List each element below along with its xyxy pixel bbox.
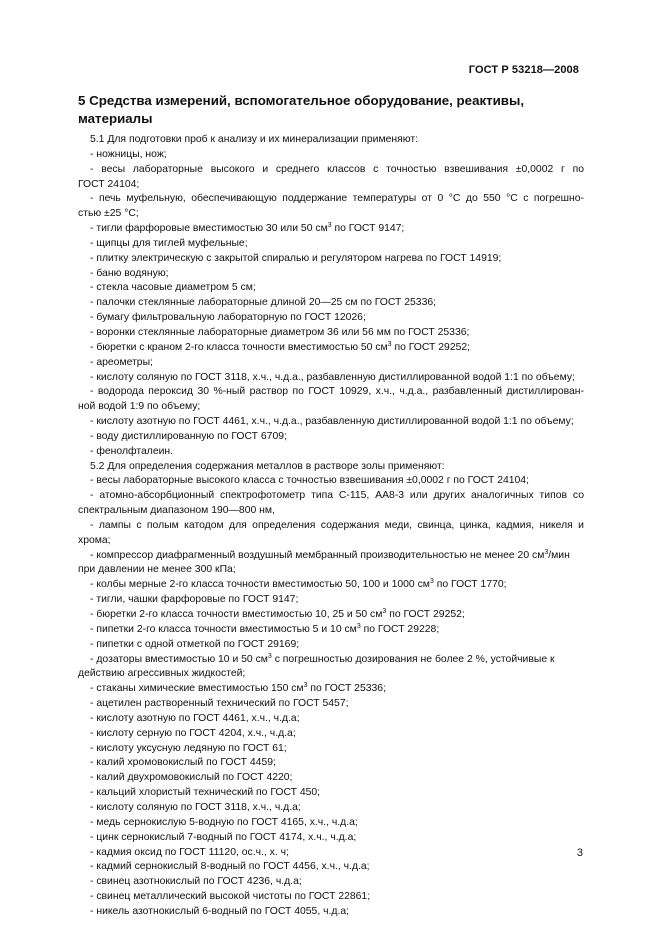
section-body (78, 133, 584, 920)
text-line (78, 371, 584, 386)
text-line (78, 415, 584, 430)
text-line (78, 593, 584, 608)
text-line (78, 786, 584, 801)
text-line-content: - никель азотнокислый 6-водный по ГОСТ 4055, ч.д.а; (90, 905, 350, 917)
text-line-content: - кислоту азотную по ГОСТ 4461, х.ч., ч.д.а; (90, 712, 300, 724)
text-line (78, 712, 584, 727)
text-line (78, 207, 584, 222)
text-line (78, 549, 584, 564)
text-line-content: 5.2 Для определения содержания металлов в растворе золы применяют: (90, 460, 445, 472)
text-line (78, 816, 584, 831)
text-line-content: - компрессор диафрагменный воздушный мембранный производительностью не менее 20 см (90, 549, 545, 561)
superscript: 3 (356, 622, 361, 630)
text-line-content: действию агрессивных жидкостей; (78, 668, 246, 680)
text-line (78, 831, 584, 846)
text-line-content: - бюретки с краном 2-го класса точности вместимостью 50 см (90, 341, 388, 353)
text-line (78, 534, 584, 549)
text-line (78, 237, 584, 252)
text-line-tail: по ГОСТ 29252; (391, 341, 471, 353)
text-line-content: - плитку электрическую с закрытой спиралью и регулятором нагрева по ГОСТ 14919; (90, 252, 502, 264)
text-line (78, 697, 584, 712)
text-line-content: - палочки стеклянные лабораторные длиной 20—25 см по ГОСТ 25336; (90, 297, 437, 309)
text-line-content: - кислоту соляную по ГОСТ 3118, х.ч., ч.д.а., разбавленную дистиллированной водой 1:1 по объему; (90, 371, 575, 383)
text-line (78, 311, 584, 326)
text-line (78, 801, 584, 816)
text-line-tail: /мин (548, 549, 570, 561)
text-line-content: - весы лабораторные высокого и среднего классов с точностью взвешивания ±0,0002 г по (90, 163, 584, 175)
text-line (78, 474, 584, 489)
text-line-tail: по ГОСТ 1770; (433, 579, 507, 591)
text-line (78, 742, 584, 757)
text-line-content: - пипетки с одной отметкой по ГОСТ 29169; (90, 638, 300, 650)
text-line (78, 563, 584, 578)
text-line (78, 727, 584, 742)
text-line-content: хрома; (78, 534, 111, 546)
text-line (78, 905, 584, 920)
text-line (78, 578, 584, 593)
superscript: 3 (327, 222, 332, 230)
text-line-content: - кислоту азотную по ГОСТ 4461, х.ч., ч.д.а., разбавленную дистиллированной водой 1:1 по объему; (90, 416, 574, 428)
text-line-content: - кальций хлористый технический по ГОСТ 450; (90, 787, 321, 799)
text-line (78, 400, 584, 415)
page-number: 3 (576, 847, 583, 859)
text-line-content: - пипетки 2-го класса точности вместимостью 5 и 10 см (90, 623, 357, 635)
text-line-content: - калий двухромовокислый по ГОСТ 4220; (90, 772, 293, 784)
text-line (78, 875, 584, 890)
text-line (78, 846, 584, 861)
text-line-content: - тигли, чашки фарфоровые по ГОСТ 9147; (90, 594, 299, 606)
text-line (78, 385, 584, 400)
text-line-content: ГОСТ 24104; (78, 178, 140, 190)
text-line (78, 296, 584, 311)
superscript: 3 (303, 682, 308, 690)
text-line-content: - весы лабораторные высокого класса с точностью взвешивания ±0,0002 г по ГОСТ 24104; (90, 475, 529, 487)
text-line (78, 430, 584, 445)
text-line-content: - кислоту соляную по ГОСТ 3118, х.ч., ч.д.а; (90, 801, 301, 813)
text-line-content: - кадмия оксид по ГОСТ 11120, ос.ч., х. ч; (90, 846, 289, 858)
text-line (78, 504, 584, 519)
text-line-content: - стаканы химические вместимостью 150 см (90, 683, 304, 695)
text-line-content: стью ±25 °С; (78, 208, 139, 220)
text-line (78, 148, 584, 163)
text-line-content: - ареометры; (90, 356, 153, 368)
text-line-content: 5.1 Для подготовки проб к анализу и их минерализации применяют: (90, 134, 418, 145)
text-line-content: - баню водяную; (90, 267, 169, 279)
text-line-content: - калий хромовокислый по ГОСТ 4459; (90, 757, 276, 769)
text-line-content: - стекла часовые диаметром 5 см; (90, 282, 256, 294)
text-line-tail: по ГОСТ 9147; (331, 223, 405, 235)
superscript: 3 (387, 340, 392, 348)
text-line (78, 756, 584, 771)
text-line (78, 356, 584, 371)
text-line-content: - воду дистиллированную по ГОСТ 6709; (90, 430, 287, 442)
text-line-content: - атомно-абсорбционный спектрофотометр типа С-115, АА8-3 или других аналогичных типов со (90, 490, 584, 502)
text-line (78, 192, 584, 207)
text-line-content: - кислоту уксусную ледяную по ГОСТ 61; (90, 742, 287, 754)
text-line-content: - щипцы для тиглей муфельные; (90, 237, 248, 249)
text-line-content: - фенолфталеин. (90, 445, 174, 457)
text-line (78, 445, 584, 460)
text-line (78, 222, 584, 237)
superscript: 3 (429, 578, 434, 586)
text-line (78, 623, 584, 638)
superscript: 3 (267, 652, 272, 660)
text-line-content: - медь сернокислую 5-водную по ГОСТ 4165, х.ч., ч.д.а; (90, 816, 358, 828)
text-line (78, 341, 584, 356)
text-line (78, 519, 584, 534)
standard-number: ГОСТ Р 53218—2008 (468, 64, 579, 76)
text-line (78, 653, 584, 668)
text-line (78, 489, 584, 504)
text-line-content: при давлении не менее 300 кПа; (78, 564, 236, 576)
text-line (78, 267, 584, 282)
text-line-content: - ацетилен растворенный технический по ГОСТ 5457; (90, 698, 349, 710)
text-line-content: - колбы мерные 2-го класса точности вместимостью 50, 100 и 1000 см (90, 579, 430, 591)
text-line-content: - водорода пероксид 30 %-ный раствор по ГОСТ 10929, х.ч., ч.д.а., разбавленный дистиллирован- (90, 386, 584, 398)
text-line (78, 638, 584, 653)
text-line-content: - ножницы, нож; (90, 148, 167, 160)
text-line-content: ной водой 1:9 по объему; (78, 401, 201, 413)
text-line-content: - печь муфельную, обеспечивающую поддержание температуры от 0 °С до 550 °С с погрешно- (90, 193, 584, 205)
text-line-tail: по ГОСТ 25336; (307, 683, 386, 695)
text-line (78, 890, 584, 905)
text-line-content: - цинк сернокислый 7-водный по ГОСТ 4174, х.ч., ч.д.а; (90, 831, 357, 843)
text-line (78, 252, 584, 267)
text-line (78, 460, 584, 475)
superscript: 3 (382, 608, 387, 615)
text-line (78, 608, 584, 623)
text-line-tail: по ГОСТ 29228; (360, 623, 440, 635)
text-line (78, 682, 584, 697)
text-line-content: - кадмий сернокислый 8-водный по ГОСТ 4456, х.ч., ч.д.а; (90, 861, 370, 873)
text-line (78, 178, 584, 193)
text-line-content: - кислоту серную по ГОСТ 4204, х.ч., ч.д.а; (90, 727, 296, 739)
text-line-content: - свинец азотнокислый по ГОСТ 4236, ч.д.а; (90, 876, 302, 888)
text-line-tail: с погрешностью дозирования не более 2 %, устойчивые к (271, 653, 555, 665)
text-line-content: - бумагу фильтровальную лабораторную по ГОСТ 12026; (90, 312, 366, 324)
text-line (78, 771, 584, 786)
text-line (78, 133, 584, 148)
superscript: 3 (544, 548, 549, 556)
text-line (78, 667, 584, 682)
text-line-content: - воронки стеклянные лабораторные диаметром 36 или 56 мм по ГОСТ 25336; (90, 326, 470, 338)
text-line-content: - бюретки 2-го класса точности вместимостью 10, 25 и 50 см (90, 609, 383, 620)
text-line (78, 860, 584, 875)
section-title: 5 Средства измерений, вспомогательное оборудование, реактивы, материалы (78, 93, 525, 126)
text-line-content: - дозаторы вместимостью 10 и 50 см (90, 653, 268, 665)
text-line-tail: по ГОСТ 29252; (386, 609, 465, 620)
text-line (78, 326, 584, 341)
text-line-content: - свинец металлический высокой чистоты по ГОСТ 22861; (90, 891, 371, 903)
text-line-content: спектральным диапазоном 190—800 нм, (78, 505, 275, 517)
text-line (78, 163, 584, 178)
text-line-content: - тигли фарфоровые вместимостью 30 или 50 см (90, 223, 328, 235)
text-line (78, 281, 584, 296)
text-line-content: - лампы с полым катодом для определения содержания меди, свинца, цинка, кадмия, никеля и (90, 519, 584, 531)
